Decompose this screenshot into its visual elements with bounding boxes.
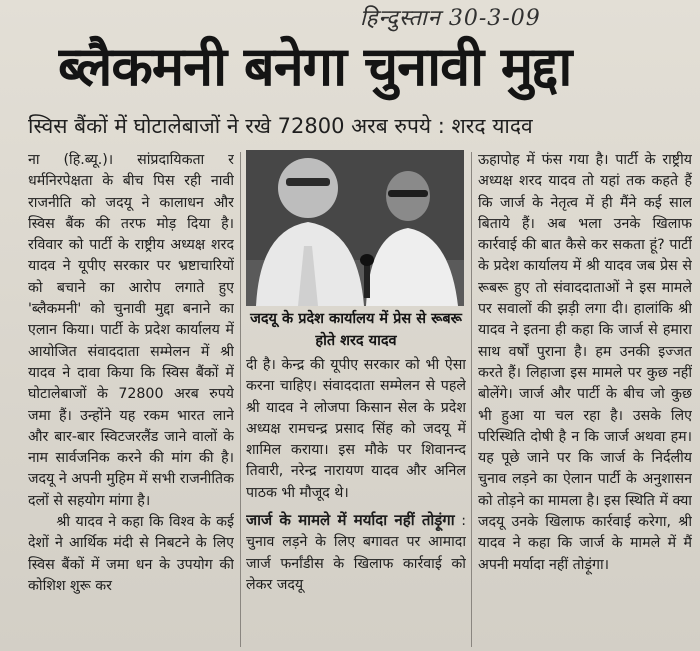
photo-illustration: [246, 150, 464, 306]
column-2-subheading: जार्ज के मामले में मर्यादा नहीं तोड़ूंगा: [246, 511, 455, 530]
article-column-1: [28, 150, 234, 649]
handwritten-date-note: हिन्दुस्तान 30-3-09: [360, 6, 541, 31]
press-conference-photo: [246, 150, 464, 306]
column-2-paragraph-2: [246, 510, 466, 596]
column-1-paragraph-2: श्री यादव ने कहा कि विश्व के कई देशों ने आर्थिक मंदी से निबटने के लिए स्विस बैंकों में जमा धन के उपयोग की कोशिश शुरू कर: [28, 514, 234, 594]
column-divider: [471, 152, 472, 647]
subheadline: स्विस बैंकों में घोटालेबाजों ने रखे 72800 अरब रुपये : शरद यादव: [28, 114, 533, 138]
column-2-subheading-text: : चुनाव लड़ने के लिए बगावत पर आमादा जार्ज फर्नांडीस के खिलाफ कार्रवाई को लेकर जदयू: [246, 513, 466, 593]
headline: ब्लैकमनी बनेगा चुनावी मुद्दा: [58, 35, 572, 98]
photo-caption: जदयू के प्रदेश कार्यालय में प्रेस से रूबरू होते शरद यादव: [250, 311, 462, 349]
column-3-paragraph-1: ऊहापोह में फंस गया है। पार्टी के राष्ट्रीय अध्यक्ष शरद यादव तो यहां तक कहते हैं कि जार्ज के नेतृत्व में ही मैंने कई साल बिताये हैं। अब भला उनके खिलाफ कार्रवाई की बात कैसे कर सकता हूं? पार्टी के प्रदेश कार्यालय में श्री यादव जब प्रेस से रूबरू हुए तो संवाददाताओं ने इस मामले पर सवालों की झड़ी लगा दी। हालांकि श्री यादव ने इतना ही कहा कि जार्ज से हमारा साथ वर्षों पुराना है। हम उनकी इज्जत करते हैं। लिहाजा इस मामले पर कुछ नहीं बोलेंगे। जार्ज और पार्टी के बीच जो कुछ भी हुआ या चल रहा है। उसके लिए परिस्थिति दोषी है न कि जार्ज अथवा हम। यह पूछे जाने पर कि जार्ज के निर्दलीय चुनाव लड़ने का ऐलान पार्टी के अनुशासन को तोड़ने का मामला है। इस स्थिति में क्या जदयू उनके खिलाफ कार्रवाई करेगा, श्री यादव ने कहा कि जार्ज के मामले में मैं अपनी मर्यादा नहीं तोड़ूंगा।: [478, 152, 692, 573]
column-divider: [240, 152, 241, 647]
article-column-3: [478, 150, 692, 649]
column-2-paragraph-1: दी है। केन्द्र की यूपीए सरकार को भी ऐसा करना चाहिए। संवाददाता सम्मेलन से पहले श्री यादव ने लोजपा किसान सेल के प्रदेश अध्यक्ष रामचन्द्र प्रसाद सिंह को जदयू में शामिल कराया। इस मौके पर शिवानन्द तिवारी, नरेन्द्र नारायण यादव और अनिल पाठक भी मौजूद थे।: [246, 357, 466, 501]
article-column-2: [246, 355, 466, 649]
column-1-paragraph-1: ना (हि.ब्यू.)। सांप्रदायिकता र धर्मनिरपेक्षता के बीच पिस रही नावी राजनीति को जदयू ने कालाधन और स्विस बैंक की तरफ मोड़ दिया है। रविवार को पार्टी के राष्ट्रीय अध्यक्ष शरद यादव ने यूपीए सरकार पर भ्रष्टाचारियों को बचाने का आरोप लगाते हुए 'ब्लैकमनी' को चुनावी मुद्दा बनाने का एलान किया। पार्टी के प्रदेश कार्यालय में आयोजित संवाददाता सम्मेलन में श्री यादव ने दावा किया कि स्विस बैंकों में घोटालेबाजों के 72800 अरब रुपये जमा हैं। उन्होंने यह रकम भारत लाने और बार-बार स्विटजरलैंड जाने वालों के नाम सार्वजनिक करने की मांग की है। जदयू ने अपनी मुहिम में सभी राजनीतिक दलों से सहयोग मांगा है।: [28, 152, 234, 509]
